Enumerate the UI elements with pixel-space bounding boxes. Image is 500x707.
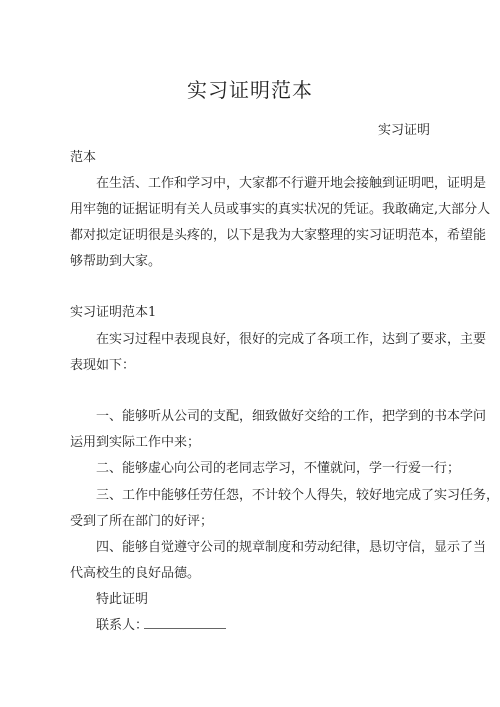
list-item-4: 四、能够自觉遵守公司的规章制度和劳动纪律，恳切守信，显示了当 <box>96 540 487 555</box>
intro-paragraph-line: 在生活、工作和学习中，大家都不行避开地会接触到证明吧，证明是 <box>96 176 487 191</box>
intro-heading-part2: 范本 <box>70 150 97 165</box>
body-paragraph-line: 表现如下： <box>70 358 136 373</box>
body-paragraph-line: 在实习过程中表现良好，很好的完成了各项工作，达到了要求，主要 <box>96 332 487 347</box>
list-item-4-continued: 代高校生的良好品德。 <box>70 566 201 581</box>
closing-text: 特此证明 <box>96 592 149 607</box>
list-item-1-continued: 运用到实际工作中来； <box>70 435 201 450</box>
section-title: 实习证明范本1 <box>70 305 157 320</box>
list-item-3: 三、工作中能够任劳任怨，不计较个人得失，较好地完成了实习任务， <box>96 488 500 503</box>
list-item-3-continued: 受到了所在部门的好评； <box>70 514 214 529</box>
intro-heading-part1: 实习证明 <box>378 123 431 138</box>
page-title: 实习证明范本 <box>187 78 313 102</box>
intro-paragraph-line: 都对拟定证明很是头疼的，以下是我为大家整理的实习证明范本，希望能 <box>70 228 487 243</box>
list-item-2: 二、能够虚心向公司的老同志学习，不懂就问，学一行爱一行； <box>96 461 461 476</box>
intro-paragraph-line: 够帮助到大家。 <box>70 254 162 269</box>
intro-paragraph-line: 用牢匏的证据证明有关人员或事实的真实状况的凭证。我敢确定,大部分人 <box>70 202 491 217</box>
contact-label: 联系人： <box>96 618 149 633</box>
list-item-1: 一、能够听从公司的支配，细致做好交给的工作，把学到的书本学问 <box>96 409 487 424</box>
contact-signature-line <box>144 628 226 629</box>
